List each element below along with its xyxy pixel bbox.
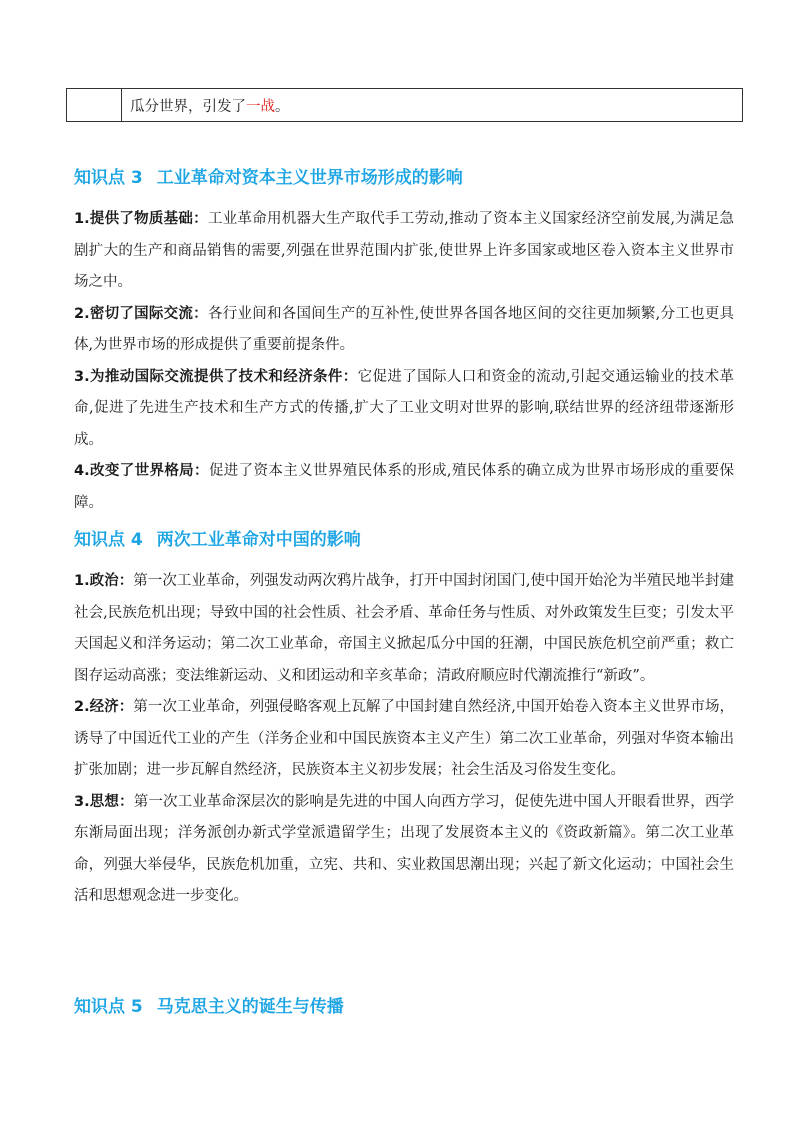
item-label: 2.密切了国际交流： [74,305,208,322]
item-label: 1.政治： [74,573,134,589]
section-3-content [74,204,734,519]
section-number: 知识点 4 [74,530,143,550]
item-label: 1.提供了物质基础： [74,211,208,227]
table-end-text: 。 [275,98,290,115]
section-4-content [74,566,734,913]
item-text: 促进了资本主义世界殖民体系的形成,殖民体系的确立成为世界市场形成的重要保障。 [74,463,734,511]
list-item [74,692,734,787]
item-text: 第一次工业革命，列强侵略客观上瓦解了中国封建自然经济,中国开始卷入资本主义世界市场，诱导了中国近代工业的产生（洋务企业和中国民族资本主义产生）第二次工业革命，列强对华资本输出扩张加剧；进一步瓦解自然经济，民族资本主义初步发展；社会生活及习俗发生变化。 [74,699,734,778]
item-text: 各行业间和各国间生产的互补性,使世界各国各地区间的交往更加频繁,分工也更具体,为世界市场的形成提供了重要前提条件。 [74,305,734,353]
item-label: 3.思想： [74,793,134,810]
table-text: 瓜分世界，引发了 [130,98,246,115]
section-number: 知识点 5 [74,997,143,1017]
item-label: 3.为推动国际交流提供了技术和经济条件： [74,368,358,385]
item-text: 工业革命用机器大生产取代手工劳动,推动了资本主义国家经济空前发展,为满足急剧扩大的生产和商品销售的需要,列强在世界范围内扩张,使世界上许多国家或地区卷入资本主义世界市场之中。 [74,211,734,290]
list-item [74,566,734,692]
item-label: 4.改变了世界格局： [74,463,209,479]
item-label: 2.经济： [74,699,134,715]
table-cell-empty [67,89,122,121]
list-item [74,299,734,362]
list-item [74,204,734,299]
item-text: 第一次工业革命，列强发动两次鸦片战争，打开中国封闭国门,使中国开始沦为半殖民地半封建社会,民族危机出现；导致中国的社会性质、社会矛盾、革命任务与性质、对外政策发生巨变；引发太平天国起义和洋务运动；第二次工业革命，帝国主义掀起瓜分中国的狂潮，中国民族危机空前严重；救亡图存运动高涨；变法维新运动、义和团运动和辛亥革命；清政府顺应时代潮流推行“新政”。 [74,573,734,684]
section-title-5 [74,992,344,1017]
item-text: 第一次工业革命深层次的影响是先进的中国人向西方学习，促使先进中国人开眼看世界，西学东渐局面出现；洋务派创办新式学堂派遣留学生；出现了发展资本主义的《资政新篇》。第二次工业革命，列强大举侵华，民族危机加重，立宪、共和、实业救国思潮出现；兴起了新文化运动；中国社会生活和思想观念进一步变化。 [74,793,734,904]
section-number: 知识点 3 [74,168,143,188]
table-red-text: 一战 [246,98,275,115]
section-title-3 [74,163,463,188]
list-item [74,787,734,913]
list-item [74,456,734,519]
list-item [74,362,734,457]
section-heading: 工业革命对资本主义世界市场形成的影响 [156,168,463,188]
table-row [66,88,743,122]
section-heading: 马克思主义的诞生与传播 [156,997,344,1017]
section-title-4 [74,525,361,550]
item-text: 它促进了国际人口和资金的流动,引起交通运输业的技术革命,促进了先进生产技术和生产方式的传播,扩大了工业文明对世界的影响,联结世界的经济纽带逐渐形成。 [74,368,734,448]
section-heading: 两次工业革命对中国的影响 [156,530,361,550]
table-cell-text [122,89,742,121]
